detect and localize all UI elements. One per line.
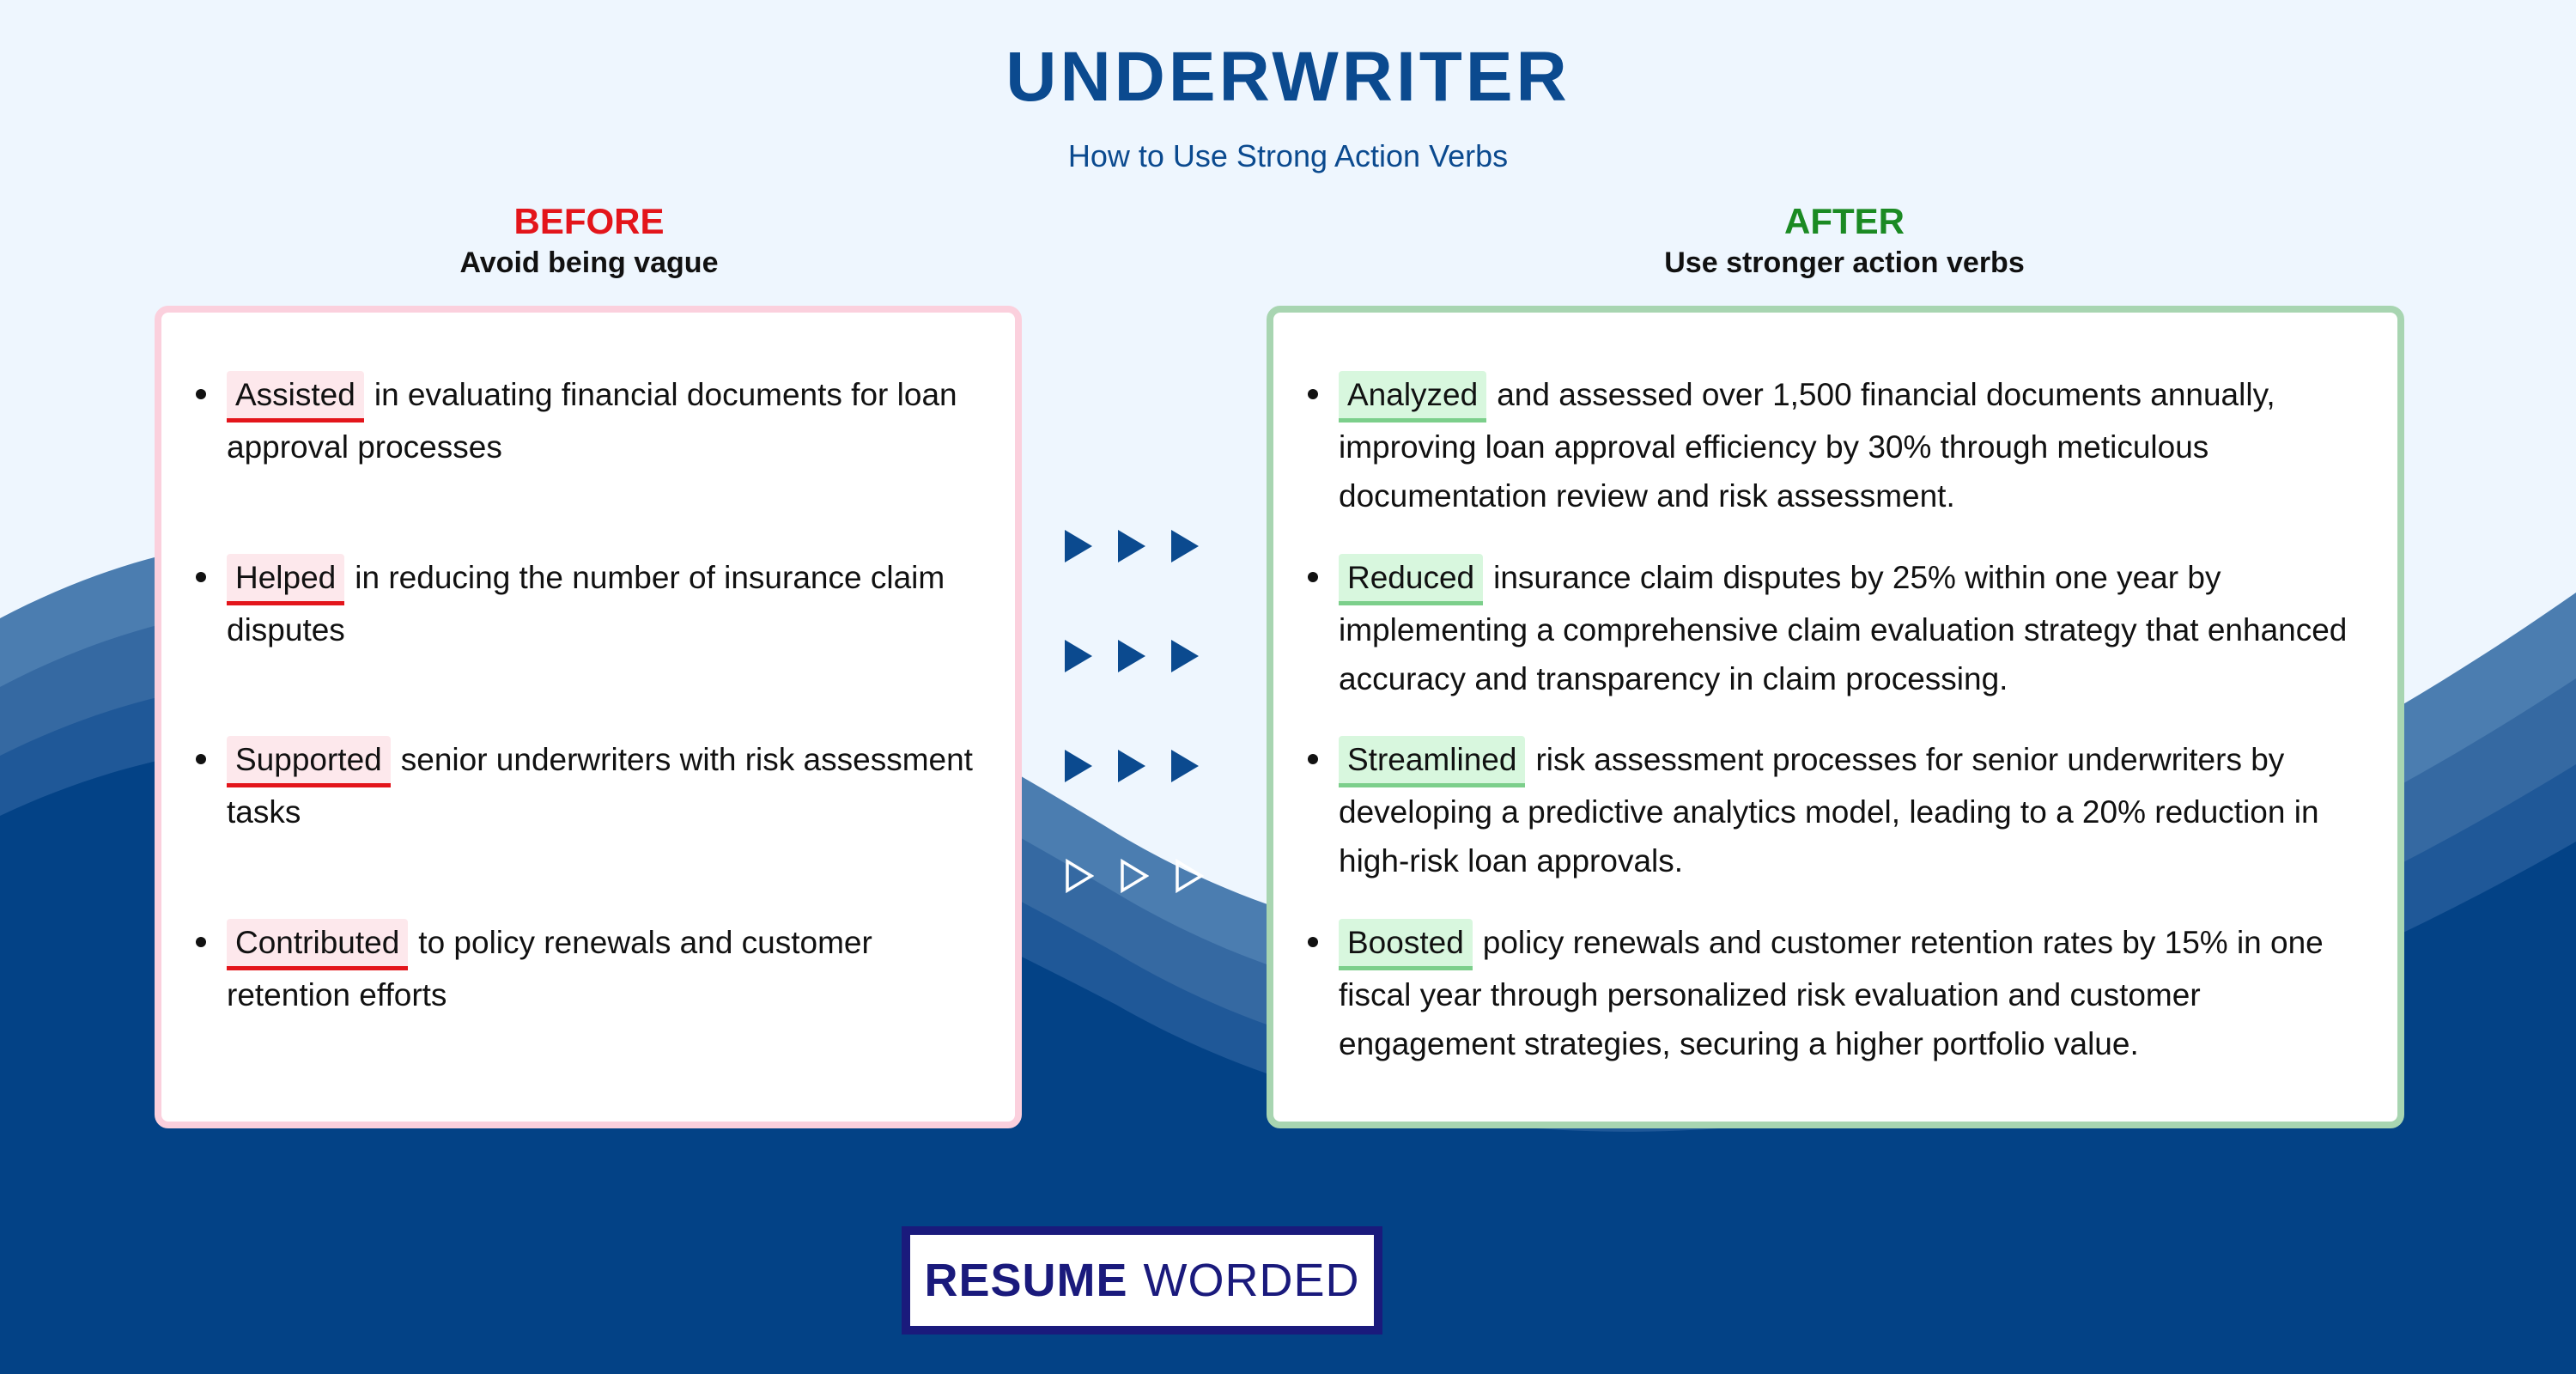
before-item-text: in evaluating financial documents for loan approval processes <box>227 377 957 465</box>
arrow-right-outline-icon <box>1120 859 1149 893</box>
before-sublabel: Avoid being vague <box>459 246 719 279</box>
before-item <box>161 735 989 836</box>
before-card <box>155 306 1022 1128</box>
strong-verb: Reduced <box>1339 554 1483 605</box>
arrow-right-outline-icon <box>1175 859 1204 893</box>
after-item <box>1273 370 2372 520</box>
arrow-right-icon <box>1118 640 1145 672</box>
before-item-text: senior underwriters with risk assessment tasks <box>227 742 973 830</box>
weak-verb: Supported <box>227 736 391 787</box>
arrow-right-icon <box>1118 750 1145 782</box>
before-label: BEFORE <box>513 201 665 241</box>
arrow-right-icon <box>1171 640 1199 672</box>
after-sublabel: Use stronger action verbs <box>1664 246 2025 279</box>
after-item <box>1273 553 2372 703</box>
weak-verb: Assisted <box>227 371 364 423</box>
arrow-right-icon <box>1065 530 1092 562</box>
arrow-right-icon <box>1171 750 1199 782</box>
arrow-row <box>1065 859 1204 893</box>
before-item-text: to policy renewals and customer retention efforts <box>227 925 872 1012</box>
page-title: UNDERWRITER <box>1005 38 1571 116</box>
after-item-text: and assessed over 1,500 financial documents annually, improving loan approval efficiency by 30% through meticulous documentation review and risk assessment. <box>1339 377 2275 514</box>
logo-bold-text: RESUME <box>924 1255 1128 1306</box>
after-header <box>1415 0 2274 282</box>
weak-verb: Helped <box>227 554 344 605</box>
page-subtitle: How to Use Strong Action Verbs <box>1067 138 1509 173</box>
weak-verb: Contributed <box>227 919 408 970</box>
before-item <box>161 370 989 471</box>
before-item-text: in reducing the number of insurance claim disputes <box>227 560 945 647</box>
strong-verb: Streamlined <box>1339 736 1525 787</box>
after-item-text: insurance claim disputes by 25% within one year by implementing a comprehensive claim evaluation strategy that enhanced accuracy and transparency in claim processing. <box>1339 560 2348 696</box>
after-label: AFTER <box>1784 201 1905 241</box>
arrow-row <box>1065 530 1199 562</box>
after-item <box>1273 918 2372 1068</box>
arrow-row <box>1065 640 1199 672</box>
before-item <box>161 918 989 1019</box>
strong-verb: Analyzed <box>1339 371 1486 423</box>
logo-light-text: WORDED <box>1143 1255 1360 1306</box>
after-item-text: policy renewals and customer retention rates by 15% in one fiscal year through personalized risk evaluation and customer engagement strategies, securing a higher portfolio value. <box>1339 925 2324 1061</box>
after-item <box>1273 735 2372 885</box>
arrow-right-icon <box>1118 530 1145 562</box>
arrow-right-icon <box>1065 750 1092 782</box>
arrow-right-icon <box>1171 530 1199 562</box>
arrow-row <box>1065 750 1199 782</box>
before-item <box>161 553 989 654</box>
resume-worded-logo <box>902 1226 1382 1334</box>
strong-verb: Boosted <box>1339 919 1473 970</box>
arrow-right-icon <box>1065 640 1092 672</box>
before-header <box>160 0 1018 282</box>
arrow-right-outline-icon <box>1065 859 1094 893</box>
after-card <box>1267 306 2404 1128</box>
after-item-text: risk assessment processes for senior underwriters by developing a predictive analytics model, leading to a 20% reduction in high-risk loan approvals. <box>1339 742 2319 879</box>
